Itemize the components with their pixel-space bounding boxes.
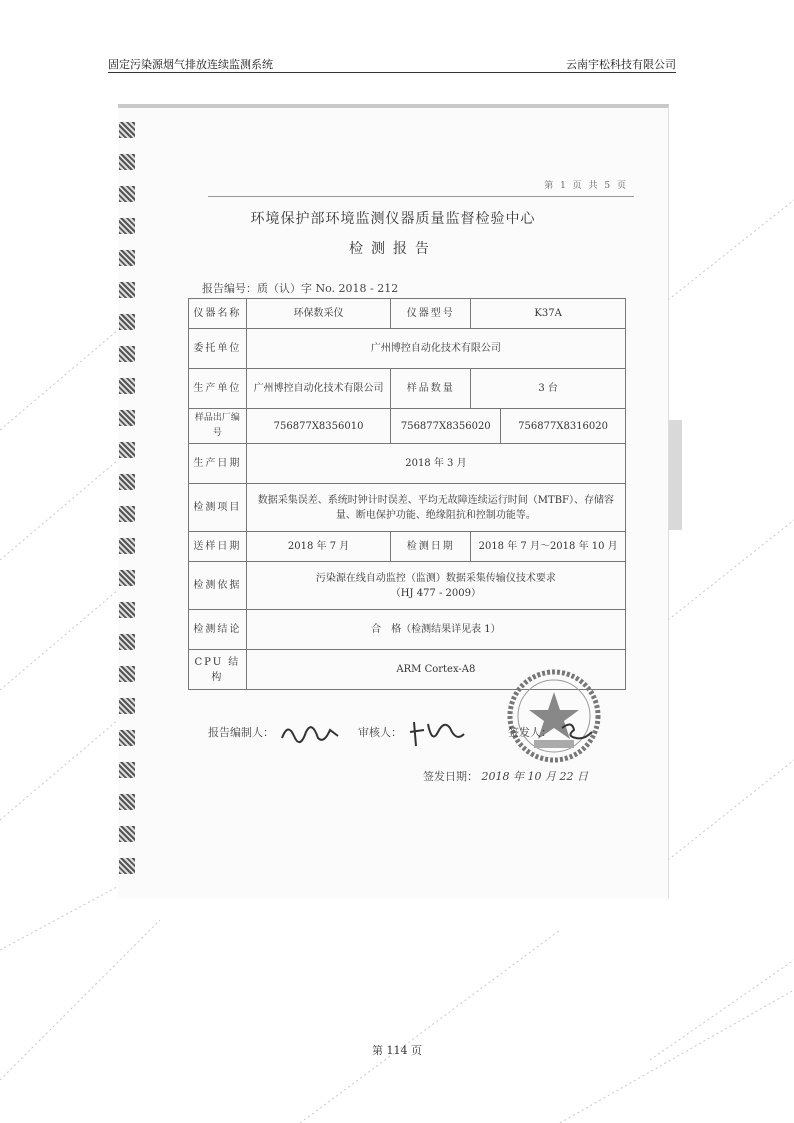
issue-date [423, 768, 588, 784]
inner-rule [208, 196, 634, 197]
instrument-model-label: 仪器型号 [391, 299, 471, 329]
header-company-name: 云南宇松科技有限公司 [566, 58, 676, 71]
approver-signature [558, 718, 598, 746]
test-date-label: 检测日期 [391, 532, 471, 562]
test-items-value: 数据采集误差、系统时钟计时误差、平均无故障连续运行时间（MTBF）、存储容量、断电保护功能、绝缘阻抗和控制功能等。 [246, 484, 625, 532]
cpu-value: ARM Cortex-A8 [246, 650, 625, 690]
sample-date-value: 2018 年 7 月 [246, 532, 391, 562]
reviewer-label: 审核人： [358, 726, 402, 739]
test-basis-line-1: 污染源在线自动监控（监测）数据采集传输仪技术要求 [315, 572, 556, 584]
serial-number-2: 756877X8356020 [391, 409, 501, 444]
sample-quantity-label: 样品数量 [391, 369, 471, 409]
table-row [189, 562, 626, 610]
prepared-by-label: 报告编制人： [208, 726, 274, 739]
test-basis-line-2: （HJ 477 - 2009） [390, 587, 481, 599]
table-row [189, 610, 626, 650]
manufacturer-label: 生产单位 [189, 369, 247, 409]
table-row [189, 299, 626, 329]
test-date-value: 2018 年 7 月～2018 年 10 月 [471, 532, 626, 562]
conclusion-label: 检测结论 [189, 610, 247, 650]
instrument-name-label: 仪器名称 [189, 299, 247, 329]
prepared-by-signature [278, 718, 342, 746]
approver-label: 签发人： [508, 726, 552, 739]
table-row [189, 444, 626, 484]
report-number: 报告编号：质（认）字 No. 2018 - 212 [202, 282, 399, 295]
scanned-certificate [118, 104, 669, 898]
page-number: 第 114 页 [372, 1044, 422, 1057]
cpu-label: CPU 结构 [189, 650, 247, 690]
document-title: 检测报告 [349, 241, 437, 257]
test-basis-value [246, 562, 625, 610]
issue-date-label: 签发日期： [423, 770, 478, 783]
production-date-label: 生产日期 [189, 444, 247, 484]
instrument-name-value: 环保数采仪 [246, 299, 391, 329]
official-seal [506, 668, 602, 764]
table-row [189, 369, 626, 409]
serial-number-label: 样品出厂编号 [189, 409, 247, 444]
header-document-title: 固定污染源烟气排放连续监测系统 [108, 58, 273, 71]
serial-number-3: 756877X8316020 [501, 409, 626, 444]
table-row [189, 329, 626, 369]
issue-date-value: 2018 年 10 月 22 日 [481, 770, 588, 783]
manufacturer-value: 广州博控自动化技术有限公司 [246, 369, 391, 409]
client-label: 委托单位 [189, 329, 247, 369]
serial-number-1: 756877X8356010 [246, 409, 391, 444]
test-basis-label: 检测依据 [189, 562, 247, 610]
test-items-label: 检测项目 [189, 484, 247, 532]
table-row [189, 409, 626, 444]
certificate-table [188, 298, 626, 690]
client-value: 广州博控自动化技术有限公司 [246, 329, 625, 369]
reviewer-signature [408, 718, 468, 748]
organization-title: 环境保护部环境监测仪器质量监督检验中心 [250, 211, 536, 227]
table-row [189, 532, 626, 562]
signature-block [208, 718, 648, 748]
conclusion-value: 合 格（检测结果详见表 1） [246, 610, 625, 650]
production-date-value: 2018 年 3 月 [246, 444, 625, 484]
page-header [108, 52, 676, 73]
page-of-label: 第 1 页 共 5 页 [544, 181, 628, 191]
table-row [189, 484, 626, 532]
sample-date-label: 送样日期 [189, 532, 247, 562]
sample-quantity-value: 3 台 [471, 369, 626, 409]
instrument-model-value: K37A [471, 299, 626, 329]
